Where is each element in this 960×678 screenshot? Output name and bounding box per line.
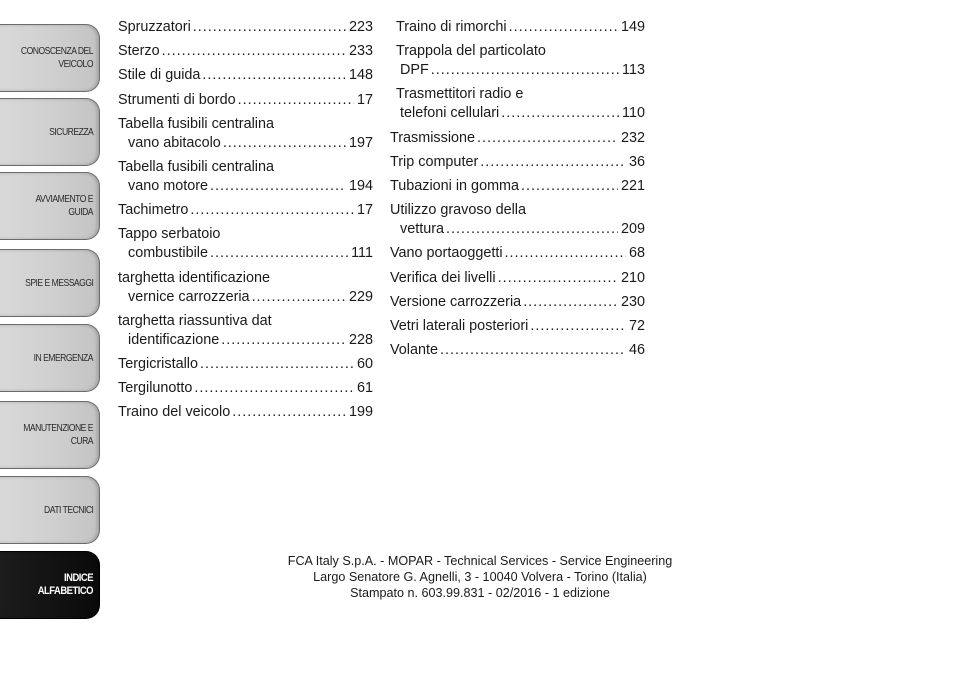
index-entry[interactable] [390, 153, 645, 172]
index-term: Tachimetro [118, 202, 189, 219]
dot-leader [498, 269, 618, 288]
page-number: 17 [356, 202, 373, 219]
index-term: Trappola del particolato [396, 43, 546, 60]
page-number: 228 [348, 331, 373, 348]
index-term-continuation: vano motore [128, 177, 208, 194]
index-term: Tergicristallo [118, 355, 198, 372]
index-term: Sterzo [118, 43, 160, 60]
index-entry[interactable] [118, 158, 373, 196]
index-term: Utilizzo gravoso della [390, 202, 526, 219]
index-entry[interactable] [118, 115, 373, 153]
page-number: 221 [620, 177, 645, 194]
tab-label: SPIE E MESSAGGI [24, 277, 93, 289]
page-number: 149 [620, 19, 645, 35]
page-number: 199 [348, 404, 373, 421]
dot-leader [193, 18, 346, 37]
index-term-continuation: vernice carrozzeria [128, 288, 250, 305]
dot-leader [238, 91, 354, 110]
dot-leader [530, 317, 626, 336]
dot-leader [200, 355, 354, 374]
dot-leader [221, 331, 346, 350]
index-column-right [390, 18, 645, 365]
tab-manutenzione-e-cura[interactable] [0, 401, 100, 469]
dot-leader [190, 201, 354, 220]
index-term: Tergilunotto [118, 380, 193, 397]
tab-in-emergenza[interactable] [0, 324, 100, 392]
dot-leader [440, 341, 626, 360]
index-entry[interactable] [390, 293, 645, 312]
page-number: 46 [628, 342, 645, 359]
page-number: 61 [356, 380, 373, 397]
index-term: Versione carrozzeria [390, 293, 522, 310]
index-entry[interactable] [118, 403, 373, 422]
index-term: Tabella fusibili centralina [118, 115, 274, 132]
dot-leader [210, 244, 348, 263]
footer-line-3: Stampato n. 603.99.831 - 02/2016 - 1 edizione [350, 586, 610, 600]
page-number: 210 [620, 269, 645, 286]
dot-leader [210, 177, 346, 196]
dot-leader [162, 42, 346, 61]
dot-leader [521, 177, 618, 196]
index-entry[interactable] [118, 312, 373, 350]
index-entry[interactable] [118, 355, 373, 374]
index-entry[interactable] [118, 225, 373, 263]
index-term: Vano portaoggetti [390, 245, 503, 262]
page-number: 197 [348, 134, 373, 151]
index-term: Trasmissione [390, 129, 476, 146]
index-term: Tappo serbatoio [118, 226, 221, 243]
dot-leader [232, 403, 346, 422]
tab-label: IN EMERGENZA [33, 352, 93, 364]
dot-leader [194, 379, 354, 398]
dot-leader [477, 129, 618, 148]
dot-leader [501, 104, 619, 123]
tab-label: CONOSCENZA DEL VEICOLO [20, 46, 93, 70]
page-number: 232 [620, 129, 645, 146]
index-entry[interactable] [118, 42, 373, 61]
index-term: Tubazioni in gomma [390, 177, 520, 194]
index-column-left [118, 18, 373, 427]
index-term-continuation: DPF [400, 62, 429, 79]
page-number: 17 [356, 91, 373, 108]
index-entry[interactable] [390, 201, 645, 239]
tab-label: AVVIAMENTO E GUIDA [35, 194, 93, 218]
index-term-continuation: vano abitacolo [128, 134, 221, 151]
tab-avviamento-e-guida[interactable] [0, 172, 100, 240]
tab-conoscenza-del-veicolo[interactable] [0, 24, 100, 92]
index-entry[interactable] [390, 244, 645, 263]
tab-spie-e-messaggi[interactable] [0, 249, 100, 317]
tab-label: DATI TECNICI [43, 504, 93, 516]
index-entry[interactable] [390, 317, 645, 336]
footer-line-2: Largo Senatore G. Agnelli, 3 - 10040 Volvera - Torino (Italia) [313, 570, 647, 584]
index-term: Trip computer [390, 153, 479, 170]
index-term: Strumenti di bordo [118, 91, 236, 108]
index-entry[interactable] [390, 129, 645, 148]
dot-leader [202, 66, 346, 85]
page-number: 68 [628, 245, 645, 262]
index-entry[interactable] [390, 269, 645, 288]
index-term-continuation: identificazione [128, 331, 220, 348]
index-entry[interactable] [390, 18, 645, 37]
index-term-continuation: vettura [400, 221, 444, 238]
page-number: 110 [622, 105, 645, 122]
index-term: Volante [390, 342, 439, 359]
tab-sicurezza[interactable] [0, 98, 100, 166]
page-number: 72 [628, 317, 645, 334]
dot-leader [252, 288, 346, 307]
page-number: 233 [348, 43, 373, 60]
page-number: 229 [348, 288, 373, 305]
tab-label: SICUREZZA [48, 126, 93, 138]
index-term: Tabella fusibili centralina [118, 158, 274, 175]
page-number: 148 [348, 67, 373, 84]
index-term: Spruzzatori [118, 19, 191, 35]
dot-leader [505, 244, 626, 263]
index-term: Vetri laterali posteriori [390, 317, 529, 334]
tab-label: MANUTENZIONE E CURA [23, 423, 93, 447]
page-number: 111 [351, 245, 373, 262]
index-term: Trasmettitori radio e [396, 86, 524, 103]
dot-leader [223, 134, 346, 153]
index-entry[interactable] [118, 379, 373, 398]
index-entry[interactable] [118, 201, 373, 220]
index-term: Verifica dei livelli [390, 269, 496, 286]
tab-dati-tecnici[interactable] [0, 476, 100, 544]
page-number: 113 [622, 62, 645, 79]
page-number: 230 [620, 293, 645, 310]
page-number: 36 [628, 153, 645, 170]
page-number: 60 [356, 355, 373, 372]
index-entry[interactable] [118, 18, 373, 37]
page-number: 223 [348, 19, 373, 35]
index-entry[interactable] [118, 66, 373, 85]
chapter-tabs [0, 0, 104, 678]
index-entry[interactable] [390, 85, 645, 123]
index-term: Stile di guida [118, 67, 201, 84]
dot-leader [480, 153, 626, 172]
index-term: targhetta riassuntiva dat [118, 312, 272, 329]
index-term: Traino di rimorchi [396, 19, 507, 35]
index-entry[interactable] [118, 269, 373, 307]
index-term: Traino del veicolo [118, 404, 231, 421]
dot-leader [446, 220, 618, 239]
page-number: 194 [348, 177, 373, 194]
index-term: targhetta identificazione [118, 269, 271, 286]
page-number: 209 [620, 221, 645, 238]
index-entry[interactable] [390, 177, 645, 196]
index-term-continuation: combustibile [128, 245, 208, 262]
index-term-continuation: telefoni cellulari [400, 105, 500, 122]
dot-leader [431, 61, 619, 80]
dot-leader [523, 293, 618, 312]
footer-line-1: FCA Italy S.p.A. - MOPAR - Technical Services - Service Engineering [287, 554, 673, 568]
dot-leader [509, 18, 618, 37]
index-entry[interactable] [390, 341, 645, 360]
index-entry[interactable] [390, 42, 645, 80]
index-entry[interactable] [118, 91, 373, 110]
tab-indice-alfabetico[interactable] [0, 551, 100, 619]
publisher-footer [170, 553, 790, 601]
tab-label: INDICE ALFABETICO [37, 572, 93, 597]
